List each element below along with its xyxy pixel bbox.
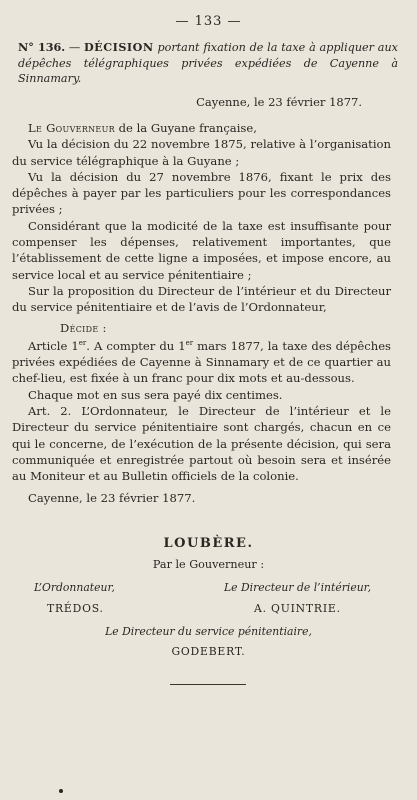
intro-rest: de la Guyane française, [118, 121, 257, 135]
par-le-gouverneur: Par le Gouverneur : [152, 558, 265, 571]
decision-heading [18, 40, 398, 87]
decision-number: N° 136. [18, 40, 66, 54]
document-body [12, 120, 391, 506]
article-1-continuation: Chaque mot en sus sera payé dix centimes. [28, 387, 283, 402]
ordonnateur-name: TRÉDOS. [47, 602, 104, 615]
directeur-interieur-role: Le Directeur de l’intérieur, [224, 581, 372, 594]
article-1-date-sup: er [185, 339, 194, 347]
paragraph-vu-2: Vu la décision du 27 novembre 1876, fixant le prix des dépêches à payer par les particuliers pour les correspondances privées ; [12, 169, 391, 217]
governor-signature: LOUBÈRE. [163, 536, 254, 551]
decide-heading: Décide : [60, 320, 107, 335]
directeur-penitentiaire-role: Le Directeur du service pénitentiaire, [105, 625, 312, 638]
heading-dash: — [69, 41, 81, 54]
ordonnateur-role: L’Ordonnateur, [34, 581, 115, 594]
paragraph-vu-1: Vu la décision du 22 novembre 1875, relative à l’organisation du service télégraphique à la Guyane ; [12, 137, 391, 168]
article-1-text-a: . A compter du 1 [86, 338, 186, 353]
ink-speck [59, 789, 63, 793]
article-1-text-b: mars 1877, la taxe des dépêches privées expédiées de Cayenne à Sinnamary et de ce quartier au chef-lieu, est fixée à un franc pour dix mots et au-dessous. [12, 338, 392, 386]
article-1 [12, 338, 391, 387]
decision-subject: portant fixation de la taxe à appliquer aux dépêches télégraphiques privées expédiées de Cayenne à Sinnamary. [18, 41, 398, 85]
header-date: Cayenne, le 23 février 1877. [196, 95, 362, 109]
decision-keyword: DÉCISION [83, 40, 154, 54]
closing-date: Cayenne, le 23 février 1877. [28, 490, 196, 505]
directeur-interieur-name: A. QUINTRIE. [254, 602, 341, 615]
article-1-label: Article 1 [28, 338, 79, 353]
end-rule [170, 684, 246, 685]
paragraph-proposition: Sur la proposition du Directeur de l’intérieur et du Directeur du service pénitentiaire et de l’avis de l’Ordonnateur, [12, 283, 391, 315]
article-2: Art. 2. L’Ordonnateur, le Directeur de l’intérieur et le Directeur du service pénitentiaire sont chargés, chacun en ce qui le concerne, de l’exécution de la présente décision, qui sera communiquée et enregistrée partout où besoin sera et insérée au Moniteur et au Bulletin officiels de la colonie. [12, 404, 391, 484]
intro-line [12, 120, 391, 136]
intro-gouverneur: Le Gouverneur [28, 121, 115, 135]
page-number: — 133 — [175, 14, 242, 29]
directeur-penitentiaire-name: GODEBERT. [171, 645, 246, 658]
paragraph-considerant: Considérant que la modicité de la taxe est insuffisante pour compenser les dépenses, relativement importantes, que l’établissement de cette ligne a imposées, et impose encore, au service local et au service pénitentiaire ; [12, 218, 391, 282]
article-1-sup: er [78, 339, 87, 347]
